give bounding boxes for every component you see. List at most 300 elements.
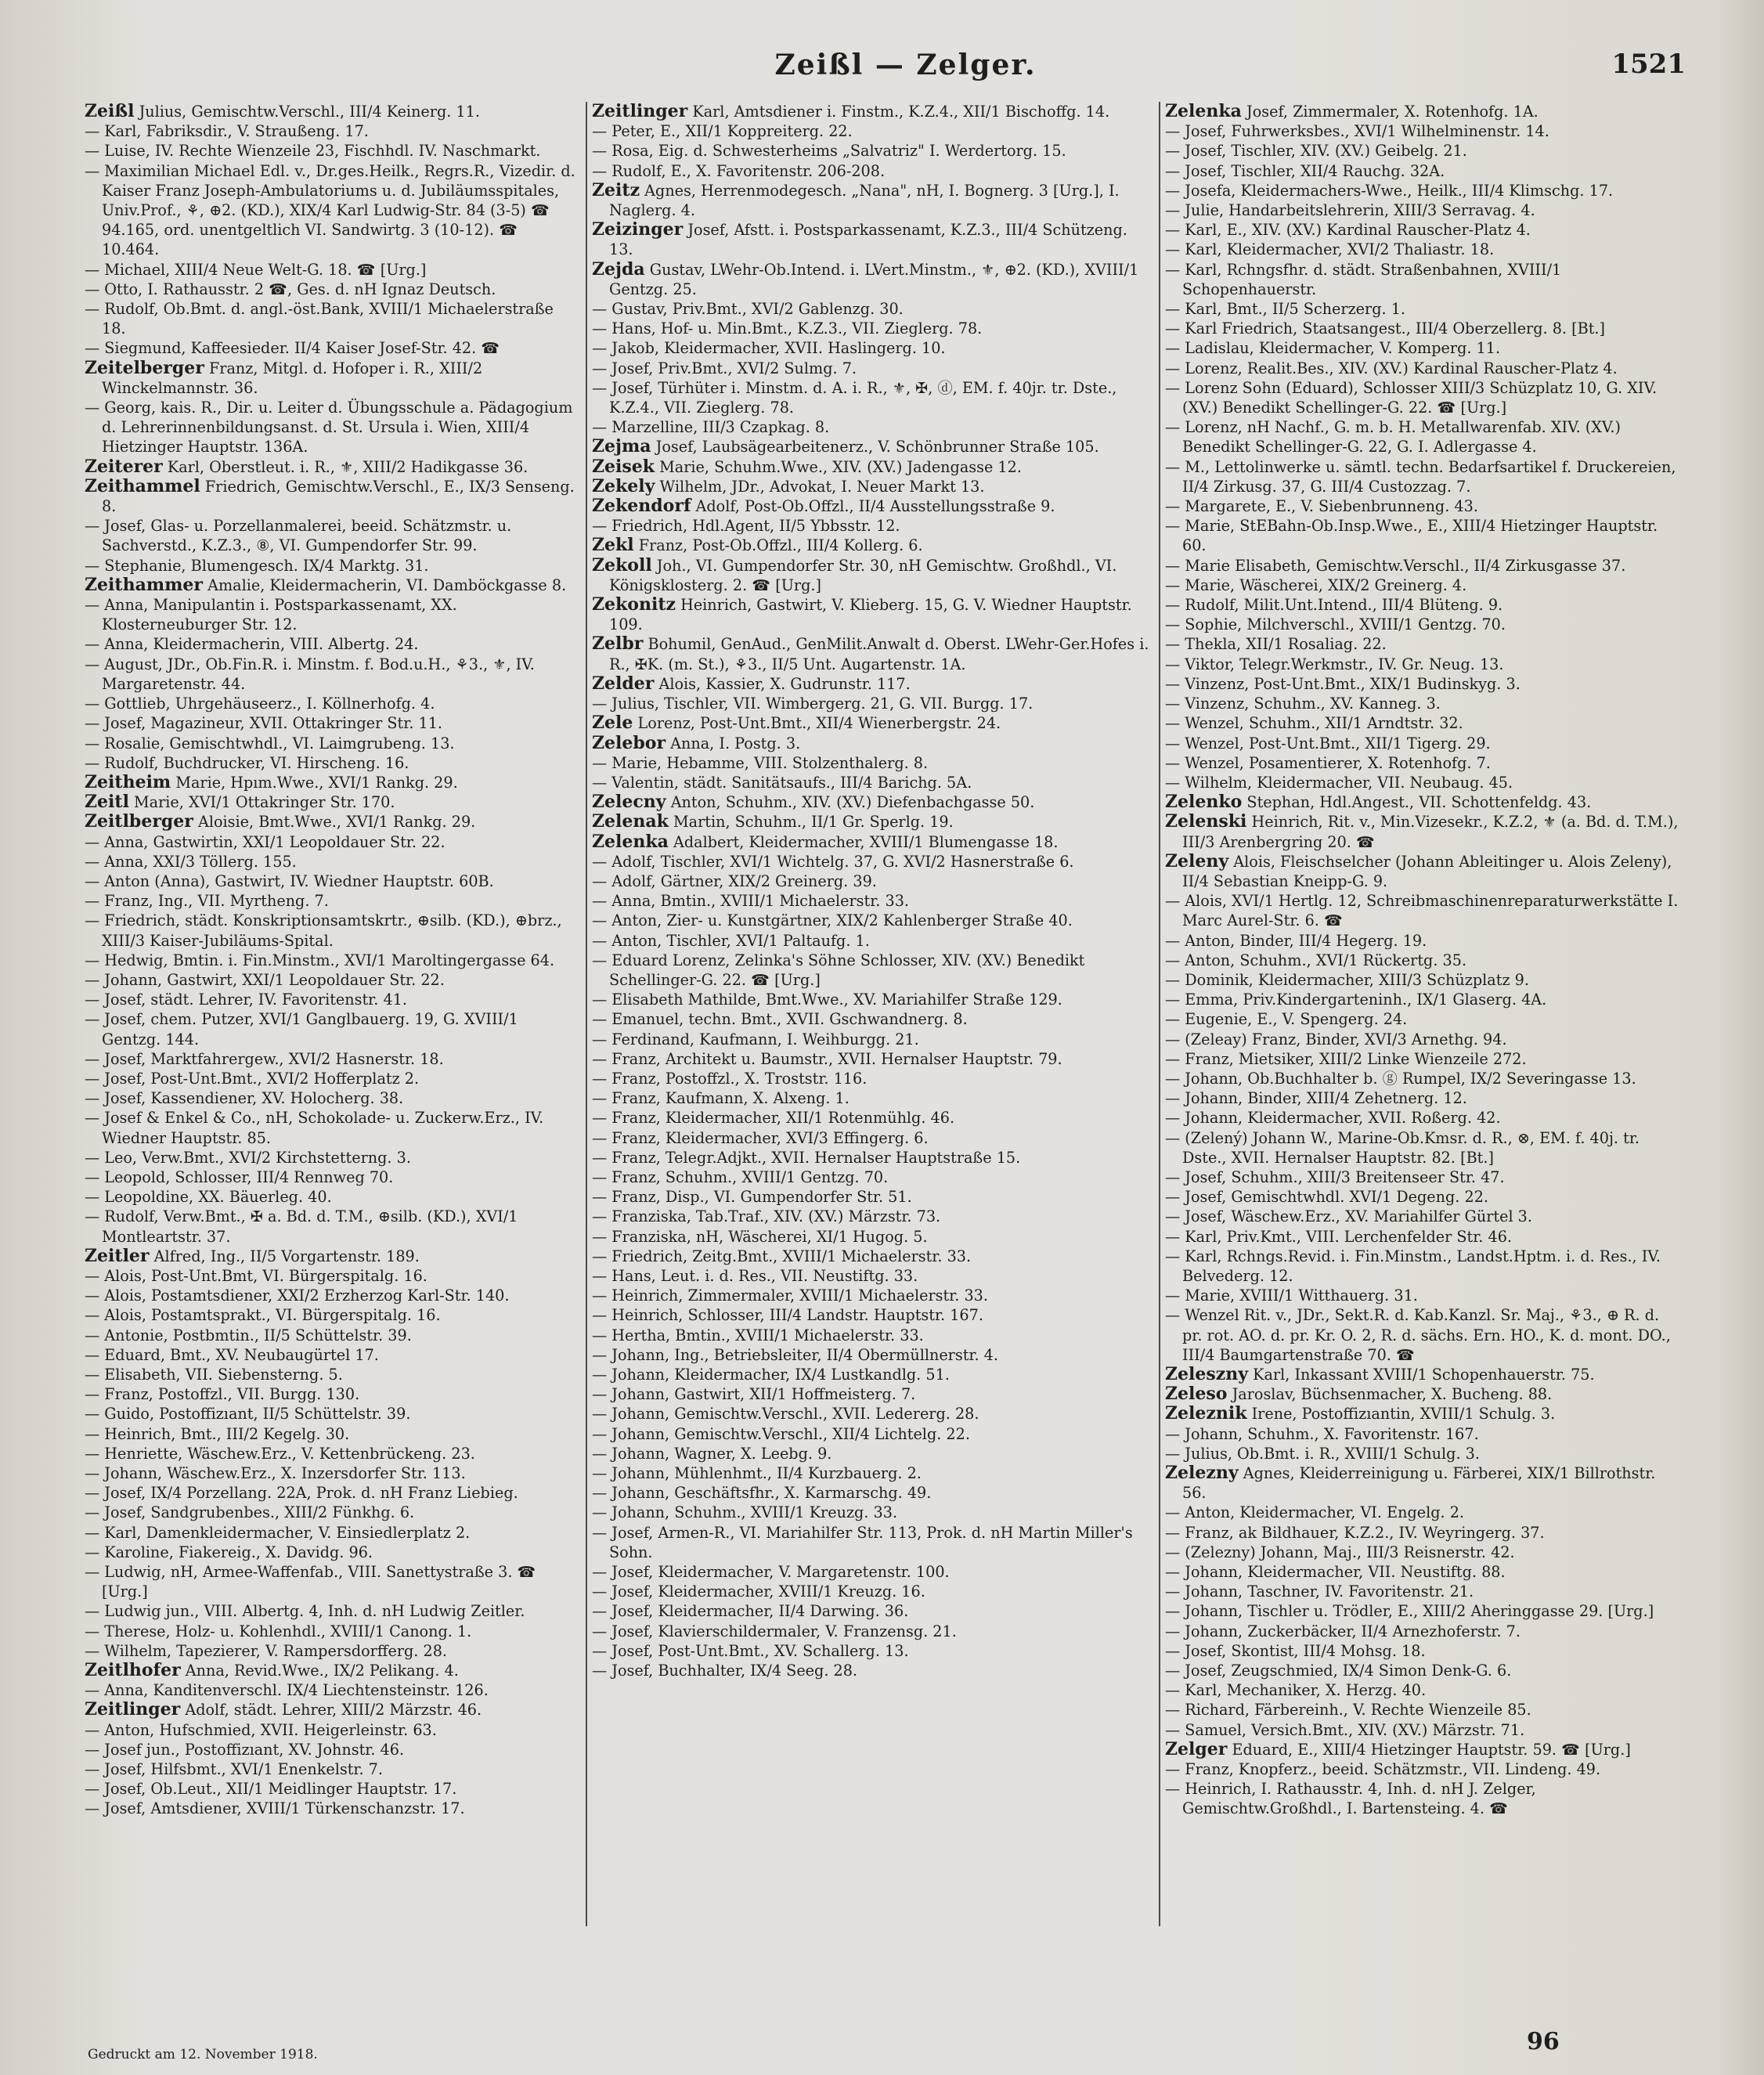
directory-entry — [1165, 773, 1682, 792]
entry-text: — M., Lettolinwerke u. sämtl. techn. Bedarfsartikel f. Druckereien, II/4 Zirkusg. 37, G. III/4 Custozzag. 7. — [1165, 457, 1676, 496]
directory-entry — [85, 1326, 579, 1345]
entry-text: — Josef, Fuhrwerksbes., XVI/1 Wilhelminenstr. 14. — [1165, 122, 1549, 141]
entry-headword: Zelger — [1165, 1738, 1228, 1759]
directory-entry — [1165, 200, 1682, 220]
directory-entry — [1165, 1247, 1682, 1286]
entry-text: — Josef, Post-Unt.Bmt., XVI/2 Hofferplatz 2. — [85, 1069, 420, 1088]
directory-entry — [1165, 1700, 1682, 1720]
directory-entry — [592, 990, 1149, 1009]
directory-entry — [85, 1187, 579, 1207]
directory-entry — [1165, 1622, 1682, 1641]
directory-entry — [1165, 1543, 1682, 1562]
entry-text: — Richard, Färbereinh., V. Rechte Wienzeile 85. — [1165, 1701, 1531, 1720]
directory-entry — [592, 891, 1149, 911]
entry-text: — Karl, E., XIV. (XV.) Kardinal Rauscher-Platz 4. — [1165, 221, 1531, 240]
directory-entry — [1165, 102, 1682, 121]
entry-text: — Franziska, Tab.Traf., XIV. (XV.) Märzstr. 73. — [592, 1207, 941, 1226]
directory-entry — [1165, 1286, 1682, 1305]
entry-text: — Thekla, XII/1 Rosaliag. 22. — [1165, 635, 1387, 654]
directory-entry — [85, 1148, 579, 1167]
entry-headword: Zelecny — [592, 792, 666, 813]
entry-text: — Josef, Sandgrubenbes., XIII/2 Fünkhg. 6. — [85, 1503, 415, 1522]
entry-text: Franz, Post-Ob.Offzl., III/4 Kollerg. 6. — [633, 536, 923, 555]
entry-text: — Franz, Architekt u. Baumstr., XVII. Hernalser Hauptstr. 79. — [592, 1049, 1062, 1068]
entry-text: — Anton, Hufschmied, XVII. Heigerleinstr. 63. — [85, 1720, 437, 1739]
directory-entry — [85, 1543, 579, 1562]
directory-entry — [1165, 1444, 1682, 1463]
entry-headword: Zekely — [592, 475, 655, 496]
entry-text: — Siegmund, Kaffeesieder. II/4 Kaiser Josef-Str. 42. ☎ — [85, 339, 500, 358]
entry-text: Friedrich, Gemischtw.Verschl., E., IX/3 Senseng. 8. — [102, 477, 575, 516]
entry-text: — Franz, Postoffzl., VII. Burgg. 130. — [85, 1385, 360, 1404]
entry-text: — Johann, Geschäftsfhr., X. Karmarschg. 49. — [592, 1484, 932, 1503]
entry-text: — Johann, Binder, XIII/4 Zehetnerg. 12. — [1165, 1089, 1467, 1108]
directory-entry — [85, 1641, 579, 1661]
entry-text: — Friedrich, Zeitg.Bmt., XVIII/1 Michaelerstr. 33. — [592, 1247, 972, 1265]
entry-text: — Elisabeth Mathilde, Bmt.Wwe., XV. Mariahilfer Straße 129. — [592, 991, 1062, 1009]
directory-entry — [592, 1463, 1149, 1483]
entry-text: — Hans, Hof- u. Min.Bmt., K.Z.3., VII. Zieglerg. 78. — [592, 319, 983, 338]
entry-text: — Alois, Postamtsprakt., VI. Bürgerspitalg. 16. — [85, 1306, 441, 1325]
directory-entry — [592, 1523, 1149, 1562]
directory-entry — [85, 1622, 579, 1641]
entry-text: Agnes, Herrenmodegesch. „Nana", nH, I. Bognerg. 3 [Urg.], I. Naglerg. 4. — [609, 181, 1120, 220]
directory-entry — [1165, 1069, 1682, 1088]
directory-entry — [85, 595, 579, 634]
directory-entry — [85, 121, 579, 141]
directory-entry — [85, 1207, 579, 1246]
directory-entry — [592, 1030, 1149, 1049]
entry-headword: Zeisek — [592, 456, 655, 477]
directory-entry — [592, 496, 1149, 516]
directory-entry — [592, 792, 1149, 812]
entry-text: Anna, I. Postg. 3. — [666, 734, 801, 752]
entry-text: Alois, Fleischselcher (Johann Ableitinger u. Alois Zeleny), II/4 Sebastian Kneipp-G. 9. — [1182, 852, 1672, 890]
directory-entry — [592, 832, 1149, 852]
directory-entry — [592, 734, 1149, 753]
directory-entry — [85, 1463, 579, 1483]
directory-entry — [85, 951, 579, 970]
directory-entry — [85, 1562, 579, 1601]
entry-text: — Hedwig, Bmtin. i. Fin.Minstm., XVI/1 Maroltingergasse 64. — [85, 951, 555, 969]
directory-entry — [85, 1266, 579, 1286]
directory-entry — [85, 832, 579, 852]
entry-text: — Ladislau, Kleidermacher, V. Komperg. 11. — [1165, 339, 1501, 358]
directory-entry — [592, 457, 1149, 477]
directory-entry — [592, 556, 1149, 595]
entry-text: — Josef, Armen-R., VI. Mariahilfer Str. 113, Prok. d. nH Martin Miller's Sohn. — [592, 1523, 1133, 1561]
directory-entry — [592, 773, 1149, 792]
entry-text: — Friedrich, städt. Konskriptionsamtskrtr., ⊕silb. (KD.), ⊕brz., XIII/3 Kaiser-Jubiläums-Spital. — [85, 911, 562, 950]
directory-entry — [592, 1622, 1149, 1641]
entry-text: — Vinzenz, Post-Unt.Bmt., XIX/1 Budinskyg. 3. — [1165, 674, 1521, 693]
entry-headword: Zeitlinger — [592, 102, 688, 121]
entry-headword: Zeithammer — [85, 574, 203, 595]
entry-text: — Wenzel, Posamentierer, X. Rotenhofg. 7. — [1165, 753, 1491, 772]
directory-entry — [592, 713, 1149, 733]
entry-headword: Zeiterer — [85, 456, 163, 477]
entry-headword: Zelenak — [592, 811, 669, 832]
entry-text: — Johann, Gemischtw.Verschl., XII/4 Lichtelg. 22. — [592, 1424, 970, 1443]
entry-text: — Johann, Zuckerbäcker, II/4 Arnezhoferstr. 7. — [1165, 1622, 1521, 1640]
entry-text: — Josef, Priv.Bmt., XVI/2 Sulmg. 7. — [592, 359, 857, 377]
entry-text: — Josef, Buchhalter, IX/4 Seeg. 28. — [592, 1662, 858, 1680]
entry-text: — Josef, städt. Lehrer, IV. Favoritenstr. 41. — [85, 991, 407, 1009]
entry-text: Martin, Schuhm., II/1 Gr. Sperlg. 19. — [668, 813, 954, 832]
entry-text: Marie, Hpım.Wwe., XVI/1 Rankg. 29. — [171, 773, 458, 792]
page-title: Zeißl — Zelger. — [774, 49, 1037, 81]
directory-entry — [85, 338, 579, 358]
entry-text: — Eduard, Bmt., XV. Neubaugürtel 17. — [85, 1345, 379, 1364]
entry-text: — Josef, Magazineur, XVII. Ottakringer Str. 11. — [85, 714, 443, 733]
directory-entry — [1165, 1187, 1682, 1207]
entry-text: — Karl, Rchngsfhr. d. städt. Straßenbahnen, XVIII/1 Schopenhauerstr. — [1165, 260, 1562, 298]
entry-text: — Karoline, Fiakereig., X. Davidg. 96. — [85, 1543, 373, 1561]
directory-entry — [1165, 220, 1682, 240]
entry-headword: Zekendorf — [592, 496, 691, 517]
directory-entry — [85, 852, 579, 872]
entry-text: — Karl, Kleidermacher, XVI/2 Thaliastr. 18. — [1165, 240, 1495, 259]
entry-headword: Zelder — [592, 673, 655, 694]
directory-entry — [85, 1759, 579, 1779]
directory-entry — [1165, 1463, 1682, 1503]
entry-text: — Julie, Handarbeitslehrerin, XIII/3 Serravag. 4. — [1165, 201, 1535, 220]
entry-text: — Sophie, Milchverschl., XVIII/1 Gentzg. 70. — [1165, 615, 1506, 634]
entry-text: — Gustav, Priv.Bmt., XVI/2 Gablenzg. 30. — [592, 300, 904, 319]
directory-entry — [85, 556, 579, 576]
entry-text: — Josef jun., Postoffizıant, XV. Johnstr. 46. — [85, 1740, 405, 1759]
directory-entry — [1165, 674, 1682, 694]
directory-entry — [592, 359, 1149, 378]
directory-entry — [592, 1326, 1149, 1345]
directory-entry — [1165, 1680, 1682, 1700]
directory-entry — [592, 1424, 1149, 1444]
directory-entry — [85, 1720, 579, 1740]
entry-text: — Rudolf, Verw.Bmt., ✠ a. Bd. d. T.M., ⊕silb. (KD.), XVI/1 Montleartstr. 37. — [85, 1207, 518, 1246]
directory-entry — [592, 536, 1149, 555]
entry-text: — Karl Friedrich, Staatsangest., III/4 Oberzellerg. 8. [Bt.] — [1165, 319, 1606, 338]
directory-entry — [85, 970, 579, 990]
directory-entry — [592, 1049, 1149, 1069]
directory-entry — [592, 1266, 1149, 1286]
entry-headword: Zelbr — [592, 633, 644, 655]
entry-text: — Johann, Gemischtw.Verschl., XVII. Ledererg. 28. — [592, 1405, 979, 1424]
directory-entry — [85, 713, 579, 733]
entry-text: — Eugenie, E., V. Spengerg. 24. — [1165, 1010, 1408, 1029]
entry-text: — Johann, Gastwirt, XXI/1 Leopoldauer Str. 22. — [85, 970, 445, 989]
entry-text: Gustav, LWehr-Ob.Intend. i. LVert.Minstm., ⚜, ⊕2. (KD.), XVIII/1 Gentzg. 25. — [609, 260, 1139, 298]
directory-entry — [1165, 634, 1682, 654]
column-2 — [592, 102, 1149, 2005]
directory-entry — [85, 1661, 579, 1680]
entry-text: — Alois, Postamtsdiener, XXI/2 Erzherzog Karl-Str. 140. — [85, 1286, 510, 1305]
entry-text: — Rudolf, Buchdrucker, VI. Hirscheng. 16. — [85, 753, 409, 772]
entry-text: — Josef, Kleidermacher, V. Margaretenstr. 100. — [592, 1563, 950, 1582]
entry-text: — Rudolf, E., X. Favoritenstr. 206-208. — [592, 161, 886, 180]
directory-entry — [85, 457, 579, 477]
entry-text: Anna, Revid.Wwe., IX/2 Pelikang. 4. — [180, 1662, 459, 1680]
entry-text: — Anton, Tischler, XVI/1 Paltaufg. 1. — [592, 931, 870, 950]
directory-entry — [592, 299, 1149, 319]
directory-entry — [592, 260, 1149, 299]
entry-text: — Johann, Mühlenhmt., II/4 Kurzbauerg. 2. — [592, 1464, 922, 1483]
directory-entry — [1165, 1582, 1682, 1601]
entry-headword: Zekl — [592, 535, 634, 556]
entry-text: — Emma, Priv.Kindergarteninh., IX/1 Glaserg. 4A. — [1165, 991, 1547, 1009]
page-number: 1521 — [1611, 49, 1686, 80]
entry-text: — Marzelline, III/3 Czapkag. 8. — [592, 418, 830, 437]
directory-entry — [85, 516, 579, 555]
entry-text: — Franziska, nH, Wäscherei, XI/1 Hugog. 5. — [592, 1227, 928, 1246]
entry-text: — Adolf, Tischler, XVI/1 Wichtelg. 37, G. XVI/2 Hasnerstraße 6. — [592, 852, 1074, 871]
entry-text: — Karl, Damenkleidermacher, V. Einsiedlerplatz 2. — [85, 1523, 471, 1542]
entry-headword: Zele — [592, 713, 633, 734]
entry-headword: Zeleny — [1165, 850, 1229, 872]
directory-entry — [85, 1523, 579, 1543]
entry-text: — Anton, Schuhm., XVI/1 Rückertg. 35. — [1165, 951, 1467, 969]
directory-entry — [1165, 713, 1682, 733]
entry-text: Josef, Zimmermaler, X. Rotenhofg. 1A. — [1241, 103, 1539, 121]
entry-text: — Leopold, Schlosser, III/4 Rennweg 70. — [85, 1167, 394, 1186]
entry-text: — Guido, Postoffizıant, II/5 Schüttelstr. 39. — [85, 1405, 411, 1424]
entry-headword: Zejda — [592, 258, 645, 280]
entry-text: — Heinrich, I. Rathausstr. 4, Inh. d. nH J. Zelger, Gemischtw.Großhdl., I. Bartensteing. 4. ☎ — [1165, 1780, 1536, 1818]
directory-entry — [85, 359, 579, 398]
entry-headword: Zelezny — [1165, 1463, 1239, 1484]
entry-text: Julius, Gemischtw.Verschl., III/4 Keinerg. 11. — [134, 103, 480, 121]
directory-entry — [592, 1582, 1149, 1601]
directory-entry — [592, 1601, 1149, 1621]
directory-entry — [85, 1799, 579, 1818]
entry-headword: Zeitelberger — [85, 357, 204, 378]
directory-entry — [1165, 812, 1682, 851]
directory-entry — [1165, 615, 1682, 634]
entry-headword: Zeitheim — [85, 771, 171, 792]
entry-text: — Johann, Taschner, IV. Favoritenstr. 21. — [1165, 1582, 1474, 1601]
entry-text: — Dominik, Kleidermacher, XIII/3 Schüzplatz 9. — [1165, 970, 1529, 989]
entry-headword: Zeitlinger — [85, 1699, 181, 1720]
directory-entry — [85, 911, 579, 950]
entry-text: Karl, Oberstleut. i. R., ⚜, XIII/2 Hadikgasse 36. — [162, 457, 528, 476]
entry-text: — Johann, Tischler u. Trödler, E., XIII/2 Aheringgasse 29. [Urg.] — [1165, 1602, 1654, 1621]
entry-text: Heinrich, Gastwirt, V. Klieberg. 15, G. V. Wiedner Hauptstr. 109. — [609, 596, 1132, 634]
directory-entry — [592, 477, 1149, 496]
directory-entry — [592, 1167, 1149, 1187]
directory-entry — [85, 1305, 579, 1325]
directory-entry — [592, 1187, 1149, 1207]
entry-headword: Zelenko — [1165, 792, 1243, 813]
directory-entry — [1165, 1759, 1682, 1779]
entry-headword: Zejma — [592, 436, 651, 457]
entry-text: — Rudolf, Milit.Unt.Intend., III/4 Blüteng. 9. — [1165, 596, 1503, 615]
entry-text: — Franz, ak Bildhauer, K.Z.2., IV. Weyringerg. 37. — [1165, 1523, 1545, 1542]
entry-text: — Lorenz, nH Nachf., G. m. b. H. Metallwarenfab. XIV. (XV.) Benedikt Schellinger-G. 22, G. I. Adlergasse 4. — [1165, 418, 1622, 456]
directory-entry — [85, 1700, 579, 1720]
entry-text: — Josef, Post-Unt.Bmt., XV. Schallerg. 13. — [592, 1641, 909, 1660]
entry-text: Heinrich, Rit. v., Min.Vizesekr., K.Z.2, ⚜ (a. Bd. d. T.M.), III/3 Arenbergring 20. ☎ — [1182, 813, 1679, 851]
directory-entry — [85, 634, 579, 654]
directory-entry — [85, 753, 579, 773]
directory-entry — [592, 872, 1149, 891]
entry-text: — Alois, XVI/1 Hertlg. 12, Schreibmaschinenreparaturwerkstätte I. Marc Aurel-Str. 6. ☎ — [1165, 892, 1679, 930]
entry-text: Karl, Amtsdiener i. Finstm., K.Z.4., XII/1 Bischoffg. 14. — [687, 103, 1110, 121]
directory-entry — [85, 299, 579, 338]
directory-entry — [1165, 1030, 1682, 1049]
entry-text: — Rosa, Eig. d. Schwesterheims „Salvatriz" I. Werdertorg. 15. — [592, 142, 1066, 161]
entry-text: Alois, Kassier, X. Gudrunstr. 117. — [654, 674, 911, 693]
directory-entry — [1165, 359, 1682, 378]
entry-text: — Eduard Lorenz, Zelinka's Söhne Schlosser, XIV. (XV.) Benedikt Schellinger-G. 22. ☎ [Urg.] — [592, 951, 1085, 989]
entry-text: — Franz, Kleidermacher, XII/1 Rotenmühlg. 46. — [592, 1109, 955, 1128]
directory-entry — [85, 576, 579, 595]
entry-headword: Zeleznik — [1165, 1403, 1247, 1424]
directory-entry — [1165, 1523, 1682, 1543]
entry-text: — Leopoldine, XX. Bäuerleg. 40. — [85, 1188, 332, 1207]
directory-entry — [592, 674, 1149, 694]
directory-entry — [1165, 516, 1682, 555]
entry-text: — Therese, Holz- u. Kohlenhdl., XVIII/1 Canong. 1. — [85, 1622, 472, 1640]
directory-entry — [592, 1128, 1149, 1148]
directory-entry — [85, 161, 579, 260]
directory-entry — [85, 1069, 579, 1088]
directory-entry — [1165, 734, 1682, 753]
directory-entry — [1165, 141, 1682, 161]
directory-entry — [1165, 417, 1682, 456]
directory-entry — [592, 437, 1149, 456]
entry-text: — Josef, Glas- u. Porzellanmalerei, beeid. Schätzmstr. u. Sachverstd., K.Z.3., ⑧, VI. Gumpendorfer Str. 99. — [85, 517, 512, 555]
entry-text: — Josef, Hilfsbmt., XVI/1 Enenkelstr. 7. — [85, 1760, 383, 1779]
entry-text: — Josef, Zeugschmied, IX/4 Simon Denk-G. 6. — [1165, 1662, 1512, 1680]
directory-entry — [85, 1167, 579, 1187]
entry-text: — Franz, Postoffzl., X. Troststr. 116. — [592, 1069, 868, 1088]
entry-text: — Anna, Kanditenverschl. IX/4 Liechtensteinstr. 126. — [85, 1681, 489, 1700]
column-1 — [85, 102, 579, 2005]
entry-text: — Otto, I. Rathausstr. 2 ☎, Ges. d. nH Ignaz Deutsch. — [85, 280, 496, 298]
entry-text: — (Zeleay) Franz, Binder, XVI/3 Arnethg. 94. — [1165, 1030, 1507, 1048]
directory-entry — [592, 1404, 1149, 1424]
entry-headword: Zelebor — [592, 732, 666, 753]
entry-text: — Josef, Schuhm., XIII/3 Breitenseer Str. 47. — [1165, 1167, 1505, 1186]
entry-text: — (Zelezny) Johann, Maj., III/3 Reisnerstr. 42. — [1165, 1543, 1515, 1561]
entry-text: — Margarete, E., V. Siebenbrunneng. 43. — [1165, 497, 1478, 516]
directory-entry — [1165, 1384, 1682, 1404]
entry-text: — Josef, Türhüter i. Minstm. d. A. i. R., ⚜, ✠, ⓓ, EM. f. 40jr. tr. Dste., K.Z.4., VII. Zieglerg. 78. — [592, 378, 1117, 417]
entry-text: — August, JDr., Ob.Fin.R. i. Minstm. f. Bod.u.H., ⚘3., ⚜, IV. Margaretenstr. 44. — [85, 655, 535, 693]
entry-text: — Josef, Gemischtwhdl. XVI/1 Degeng. 22. — [1165, 1188, 1489, 1207]
directory-entry — [1165, 1227, 1682, 1247]
directory-entry — [1165, 1128, 1682, 1167]
directory-entry — [1165, 576, 1682, 595]
entry-text: — Ludwig, nH, Armee-Waffenfab., VIII. Sanettystraße 3. ☎ [Urg.] — [85, 1563, 536, 1601]
entry-text: — Stephanie, Blumengesch. IX/4 Marktg. 31. — [85, 556, 429, 575]
entry-text: — Karl, Mechaniker, X. Herzg. 40. — [1165, 1681, 1427, 1700]
directory-entry — [1165, 556, 1682, 576]
entry-text: — Marie, Wäscherei, XIX/2 Greinerg. 4. — [1165, 576, 1467, 594]
directory-entry — [592, 220, 1149, 259]
directory-entry — [85, 792, 579, 812]
entry-text: — (Zelený) Johann W., Marine-Ob.Kmsr. d. R., ⊗, EM. f. 40j. tr. Dste., XVII. Hernalser Hauptstr. 82. [Bt.] — [1165, 1128, 1640, 1167]
directory-entry — [1165, 1049, 1682, 1069]
directory-entry — [1165, 1009, 1682, 1029]
directory-entry — [592, 121, 1149, 141]
directory-entry — [592, 595, 1149, 634]
entry-text: Eduard, E., XIII/4 Hietzinger Hauptstr. 59. ☎ [Urg.] — [1227, 1740, 1631, 1759]
entry-text: Adolf, Post-Ob.Offzl., II/4 Ausstellungsstraße 9. — [691, 497, 1055, 516]
entry-text: — Peter, E., XII/1 Koppreiterg. 22. — [592, 122, 853, 141]
entry-text: Stephan, Hdl.Angest., VII. Schottenfeldg. 43. — [1242, 793, 1592, 812]
entry-text: — Johann, Kleidermacher, IX/4 Lustkandlg. 51. — [592, 1366, 950, 1384]
entry-text: Marie, XVI/1 Ottakringer Str. 170. — [128, 793, 395, 812]
entry-text: — Marie, XVIII/1 Witthauerg. 31. — [1165, 1286, 1418, 1305]
entry-text: — Josef, Kleidermacher, XVIII/1 Kreuzg. 16. — [592, 1582, 925, 1601]
directory-entry — [592, 338, 1149, 358]
directory-entry — [592, 931, 1149, 951]
directory-entry — [592, 1108, 1149, 1128]
entry-text: Marie, Schuhm.Wwe., XIV. (XV.) Jadengasse 12. — [655, 457, 1022, 476]
directory-entry — [85, 1247, 579, 1266]
entry-text: — Leo, Verw.Bmt., XVI/2 Kirchstetterng. 3. — [85, 1148, 411, 1167]
directory-entry — [592, 1009, 1149, 1029]
page-mark: 96 — [1527, 2028, 1560, 2055]
directory-entry — [592, 161, 1149, 181]
entry-text: — Luise, IV. Rechte Wienzeile 23, Fischhdl. IV. Naschmarkt. — [85, 142, 541, 161]
directory-entry — [592, 812, 1149, 832]
entry-headword: Zeißl — [85, 102, 135, 121]
directory-entry — [592, 852, 1149, 872]
entry-text: — Josefa, Kleidermachers-Wwe., Heilk., III/4 Klimschg. 17. — [1165, 181, 1614, 200]
entry-headword: Zelenka — [1165, 102, 1242, 121]
directory-entry — [1165, 1404, 1682, 1424]
entry-headword: Zekonitz — [592, 594, 676, 615]
entry-text: — Marie, Hebamme, VIII. Stolzenthalerg. 8. — [592, 753, 929, 772]
directory-entry — [592, 1661, 1149, 1680]
directory-entry — [1165, 338, 1682, 358]
entry-text: — Hertha, Bmtin., XVIII/1 Michaelerstr. 33. — [592, 1326, 924, 1344]
directory-entry — [85, 1483, 579, 1503]
directory-entry — [592, 516, 1149, 536]
entry-text: — Rudolf, Ob.Bmt. d. angl.-öst.Bank, XVIII/1 Michaelerstraße 18. — [85, 300, 554, 338]
directory-entry — [85, 1049, 579, 1069]
directory-entry — [85, 102, 579, 121]
entry-text: — Johann, Ing., Betriebsleiter, II/4 Obermüllnerstr. 4. — [592, 1345, 998, 1364]
page-edge-shadow — [1717, 0, 1764, 2075]
entry-text: Josef, Afstt. i. Postsparkassenamt, K.Z.3., III/4 Schützeng. 13. — [609, 221, 1127, 259]
directory-entry — [85, 734, 579, 753]
directory-entry — [592, 694, 1149, 713]
directory-entry — [85, 1384, 579, 1404]
directory-entry — [1165, 753, 1682, 773]
directory-entry — [85, 1779, 579, 1799]
entry-text: — Franz, Schuhm., XVIII/1 Gentzg. 70. — [592, 1167, 889, 1186]
directory-entry — [1165, 970, 1682, 990]
entry-text: — Heinrich, Schlosser, III/4 Landstr. Hauptstr. 167. — [592, 1306, 983, 1325]
directory-entry — [85, 1444, 579, 1463]
directory-entry — [1165, 1562, 1682, 1582]
directory-entry — [85, 812, 579, 832]
entry-text: — Josef, Wäschew.Erz., XV. Mariahilfer Gürtel 3. — [1165, 1207, 1532, 1226]
directory-entry — [1165, 1720, 1682, 1740]
directory-entry — [592, 1305, 1149, 1325]
entry-text: — Wenzel, Post-Unt.Bmt., XII/1 Tigerg. 29. — [1165, 734, 1491, 752]
directory-entry — [592, 1227, 1149, 1247]
directory-entry — [1165, 1779, 1682, 1818]
directory-entry — [592, 1345, 1149, 1365]
entry-text: — Julius, Tischler, VII. Wimbergerg. 21, G. VII. Burgg. 17. — [592, 695, 1034, 713]
entry-headword: Zeizinger — [592, 219, 684, 240]
directory-entry — [85, 990, 579, 1009]
directory-entry — [1165, 121, 1682, 141]
entry-text: — Anton, Kleidermacher, VI. Engelg. 2. — [1165, 1503, 1465, 1522]
